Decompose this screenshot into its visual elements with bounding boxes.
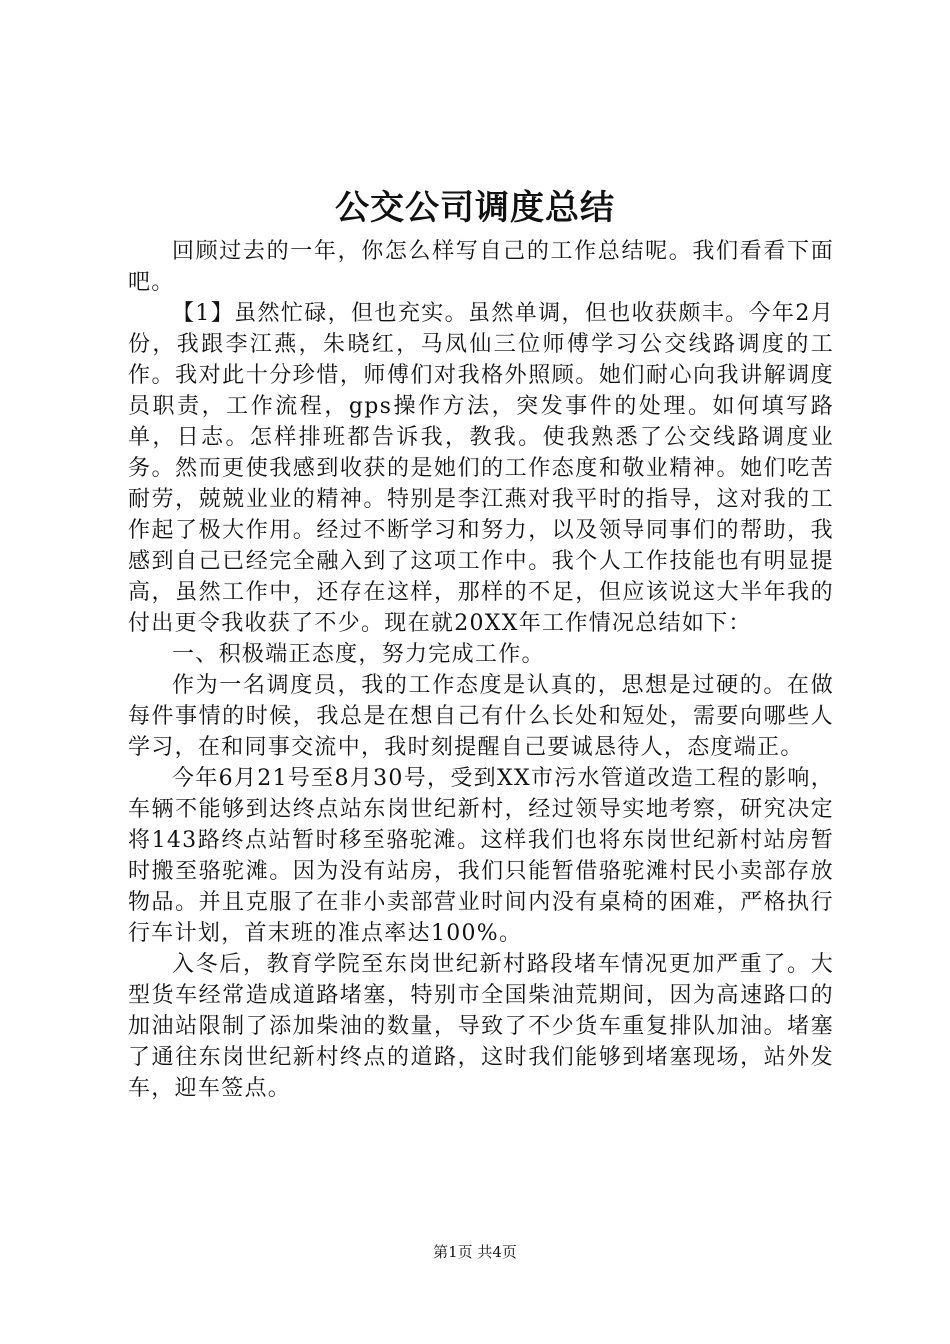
page-footer: 第1页 共4页 — [433, 1243, 517, 1261]
paragraph-winter: 入冬后，教育学院至东岗世纪新村路段堵车情况更加严重了。大型货车经常造成道路堵塞，特别市全国柴油荒期间，因为高速路口的加油站限制了添加柴油的数量，导致了不少货车重复排队加油。堵塞了通往东岗世纪新村终点的道路，这时我们能够到堵塞现场，站外发车，迎车签点。 — [128, 952, 834, 1101]
paragraph-relocation: 今年6月21号至8月30号，受到XX市污水管道改造工程的影响，车辆不能够到达终点站东岗世纪新村，经过领导实地考察，研究决定将143路终点站暂时移至骆驼滩。这样我们也将东岗世纪新村站房暂时搬至骆驼滩。因为没有站房，我们只能暂借骆驼滩村民小卖部存放物品。并且克服了在非小卖部营业时间内没有桌椅的困难，严格执行行车计划，首末班的准点率达100%。 — [128, 766, 834, 946]
paragraph-attitude: 作为一名调度员，我的工作态度是认真的，思想是过硬的。在做每件事情的时候，我总是在想自己有什么长处和短处，需要向哪些人学习，在和同事交流中，我时刻提醒自己要诚恳待人，态度端正。 — [128, 673, 834, 760]
paragraph-intro: 回顾过去的一年，你怎么样写自己的工作总结呢。我们看看下面吧。 — [128, 239, 834, 295]
paragraph-heading-1: 一、积极端正态度，努力完成工作。 — [172, 642, 545, 667]
paragraph-section-1: 【1】虽然忙碌，但也充实。虽然单调，但也收获颇丰。今年2月份，我跟李江燕，朱晓红，马凤仙三位师傅学习公交线路调度的工作。我对此十分珍惜，师傅们对我格外照顾。她们耐心向我讲解调度员职责，工作流程，gps操作方法，突发事件的处理。如何填写路单，日志。怎样排班都告诉我，教我。使我熟悉了公交线路调度业务。然而更使我感到收获的是她们的工作态度和敬业精神。她们吃苦耐劳，兢兢业业的精神。特别是李江燕对我平时的指导，这对我的工作起了极大作用。经过不断学习和努力，以及领导同事们的帮助，我感到自己已经完全融入到了这项工作中。我个人工作技能也有明显提高，虽然工作中，还存在这样，那样的不足，但应该说这大半年我的付出更令我收获了不少。现在就20XX年工作情况总结如下： — [128, 301, 834, 636]
page-title: 公交公司调度总结 — [335, 188, 615, 228]
document-body — [128, 236, 834, 1104]
